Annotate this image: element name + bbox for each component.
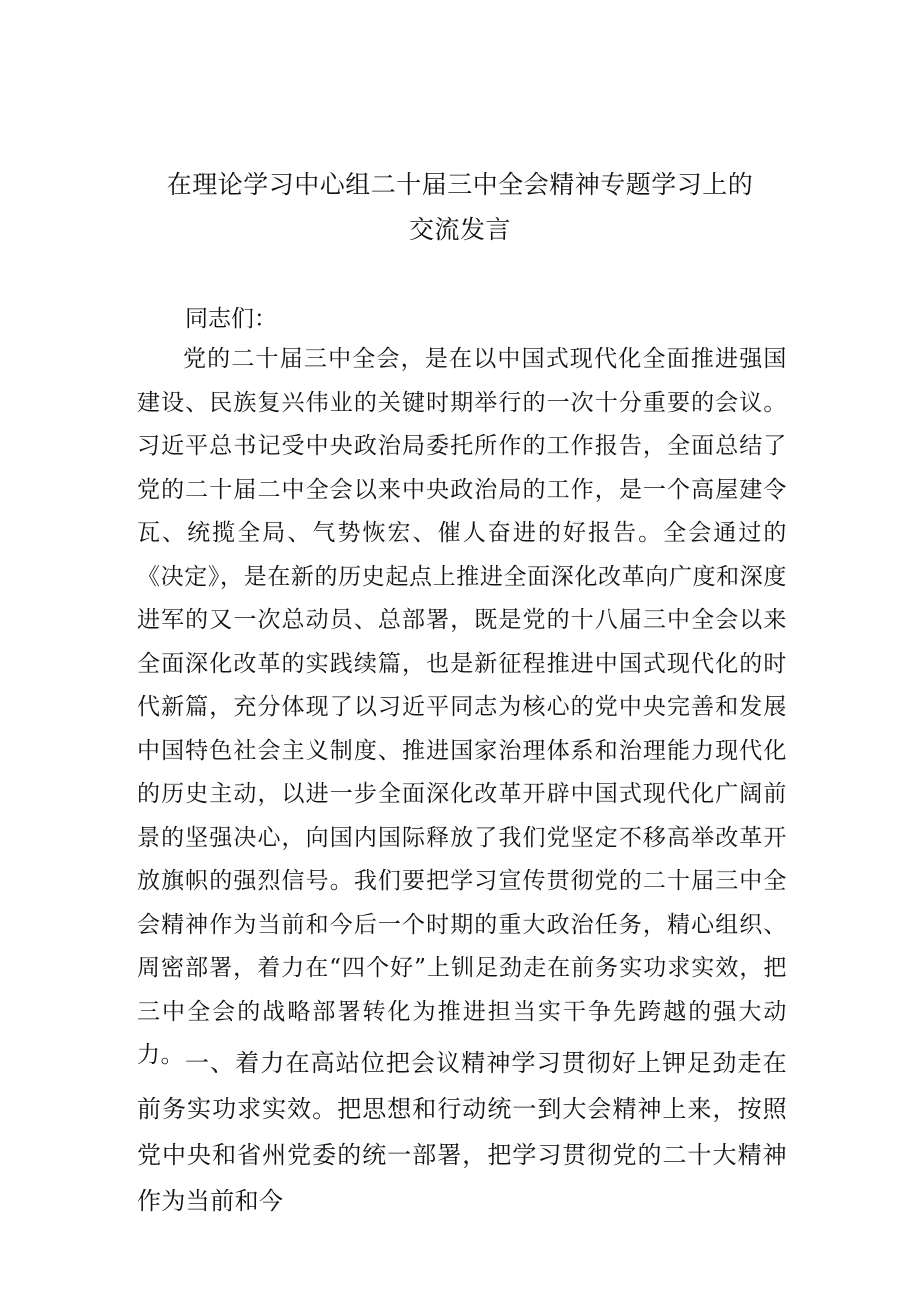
- section-heading-paragraph: 一、着力在高站位把会议精神学习贯彻好上钾足劲走在前务实功求实效。把思想和行动统一到大会精神上来，按照党中央和省州党委的统一部署，把学习贯彻党的二十大精神作为当前和今: [137, 1049, 787, 1215]
- document-title-line-2: 交流发言: [408, 215, 511, 244]
- salutation: 同志们：: [185, 306, 277, 332]
- body-paragraph: 党的二十届三中全会，是在以中国式现代化全面推进强国建设、民族复兴伟业的关键时期举行的一次十分重要的会议。习近平总书记受中央政治局委托所作的工作报告，全面总结了党的二十届二中全会以来中央政治局的工作，是一个高屋建令瓦、统揽全局、气势恢宏、催人奋进的好报告。全会通过的《决定》，是在新的历史起点上推进全面深化改革向广度和深度进军的又一次总动员、总部署，既是党的十八届三中全会以来全面深化改革的实践续篇，也是新征程推进中国式现代化的时代新篇，充分体现了以习近平同志为核心的党中央完善和发展中国特色社会主义制度、推进国家治理体系和治理能力现代化的历史主动，以进一步全面深化改革开辟中国式现代化广阔前景的坚强决心，向国内国际释放了我们党坚定不移高举改革开放旗帜的强烈信号。我们要把学习宣传贯彻党的二十届三中全会精神作为当前和今后一个时期的重大政治任务，精心组织、周密部署，着力在“四个好”上钏足劲走在前务实功求实效，把三中全会的战略部署转化为推进担当实干争先跨越的强大动力。: [137, 346, 787, 1068]
- document-title-line-1: 在理论学习中心组二十届三中全会精神专题学习上的: [166, 170, 754, 199]
